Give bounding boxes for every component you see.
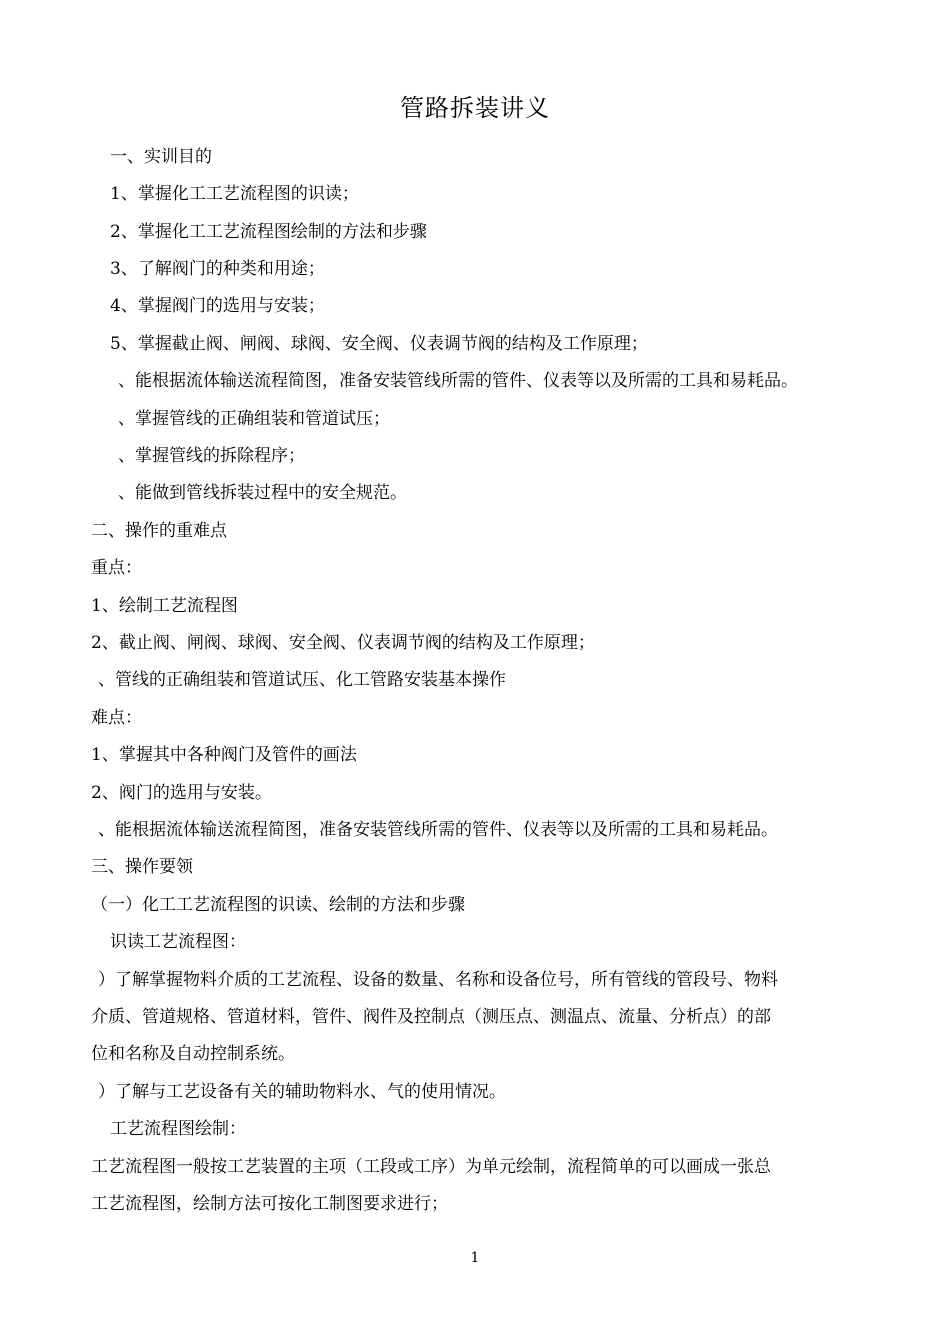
text-line: 、管线的正确组装和管道试压、化工管路安装基本操作 bbox=[98, 670, 506, 690]
text-line: 工艺流程图一般按工艺装置的主项（工段或工序）为单元绘制，流程简单的可以画成一张总 bbox=[91, 1157, 771, 1177]
text-line: 1、掌握化工工艺流程图的识读； bbox=[110, 184, 359, 204]
text-line: ）了解与工艺设备有关的辅助物料水、气的使用情况。 bbox=[98, 1082, 506, 1102]
text-line: 2、阀门的选用与安装。 bbox=[91, 783, 272, 803]
text-line: 2、截止阀、闸阀、球阀、安全阀、仪表调节阀的结构及工作原理； bbox=[91, 633, 595, 653]
subheading-key-points: 重点： bbox=[91, 558, 142, 578]
text-line: 位和名称及自动控制系统。 bbox=[91, 1044, 295, 1064]
section-heading-1: 一、实训目的 bbox=[110, 147, 212, 167]
text-line: 、能做到管线拆装过程中的安全规范。 bbox=[118, 483, 407, 503]
text-line: 介质、管道规格、管道材料，管件、阀件及控制点（测压点、测温点、流量、分析点）的部 bbox=[91, 1007, 771, 1027]
text-line: 5、掌握截止阀、闸阀、球阀、安全阀、仪表调节阀的结构及工作原理； bbox=[110, 334, 648, 354]
text-line: 2、掌握化工工艺流程图绘制的方法和步骤 bbox=[110, 222, 427, 242]
section-heading-2: 二、操作的重难点 bbox=[91, 521, 227, 541]
text-line: 4、掌握阀门的选用与安装； bbox=[110, 296, 325, 316]
text-line: 、能根据流体输送流程简图，准备安装管线所需的管件、仪表等以及所需的工具和易耗品。 bbox=[98, 820, 778, 840]
subheading-reading: 识读工艺流程图： bbox=[110, 932, 246, 952]
text-line: 3、了解阀门的种类和用途； bbox=[110, 259, 325, 279]
subheading-drawing: 工艺流程图绘制： bbox=[110, 1119, 246, 1139]
subsection-heading: （一）化工工艺流程图的识读、绘制的方法和步骤 bbox=[91, 895, 465, 915]
text-line: ）了解掌握物料介质的工艺流程、设备的数量、名称和设备位号，所有管线的管段号、物料 bbox=[98, 970, 778, 990]
page-number: 1 bbox=[470, 1250, 480, 1266]
document-title: 管路拆装讲义 bbox=[400, 94, 550, 122]
text-line: 、掌握管线的正确组装和管道试压； bbox=[118, 409, 390, 429]
text-line: 、能根据流体输送流程简图，准备安装管线所需的管件、仪表等以及所需的工具和易耗品。 bbox=[118, 371, 798, 391]
text-line: 1、掌握其中各种阀门及管件的画法 bbox=[91, 745, 357, 765]
text-line: 1、绘制工艺流程图 bbox=[91, 596, 238, 616]
subheading-difficulties: 难点： bbox=[91, 708, 142, 728]
text-line: 工艺流程图，绘制方法可按化工制图要求进行； bbox=[91, 1194, 448, 1214]
section-heading-3: 三、操作要领 bbox=[91, 857, 193, 877]
text-line: 、掌握管线的拆除程序； bbox=[118, 446, 305, 466]
